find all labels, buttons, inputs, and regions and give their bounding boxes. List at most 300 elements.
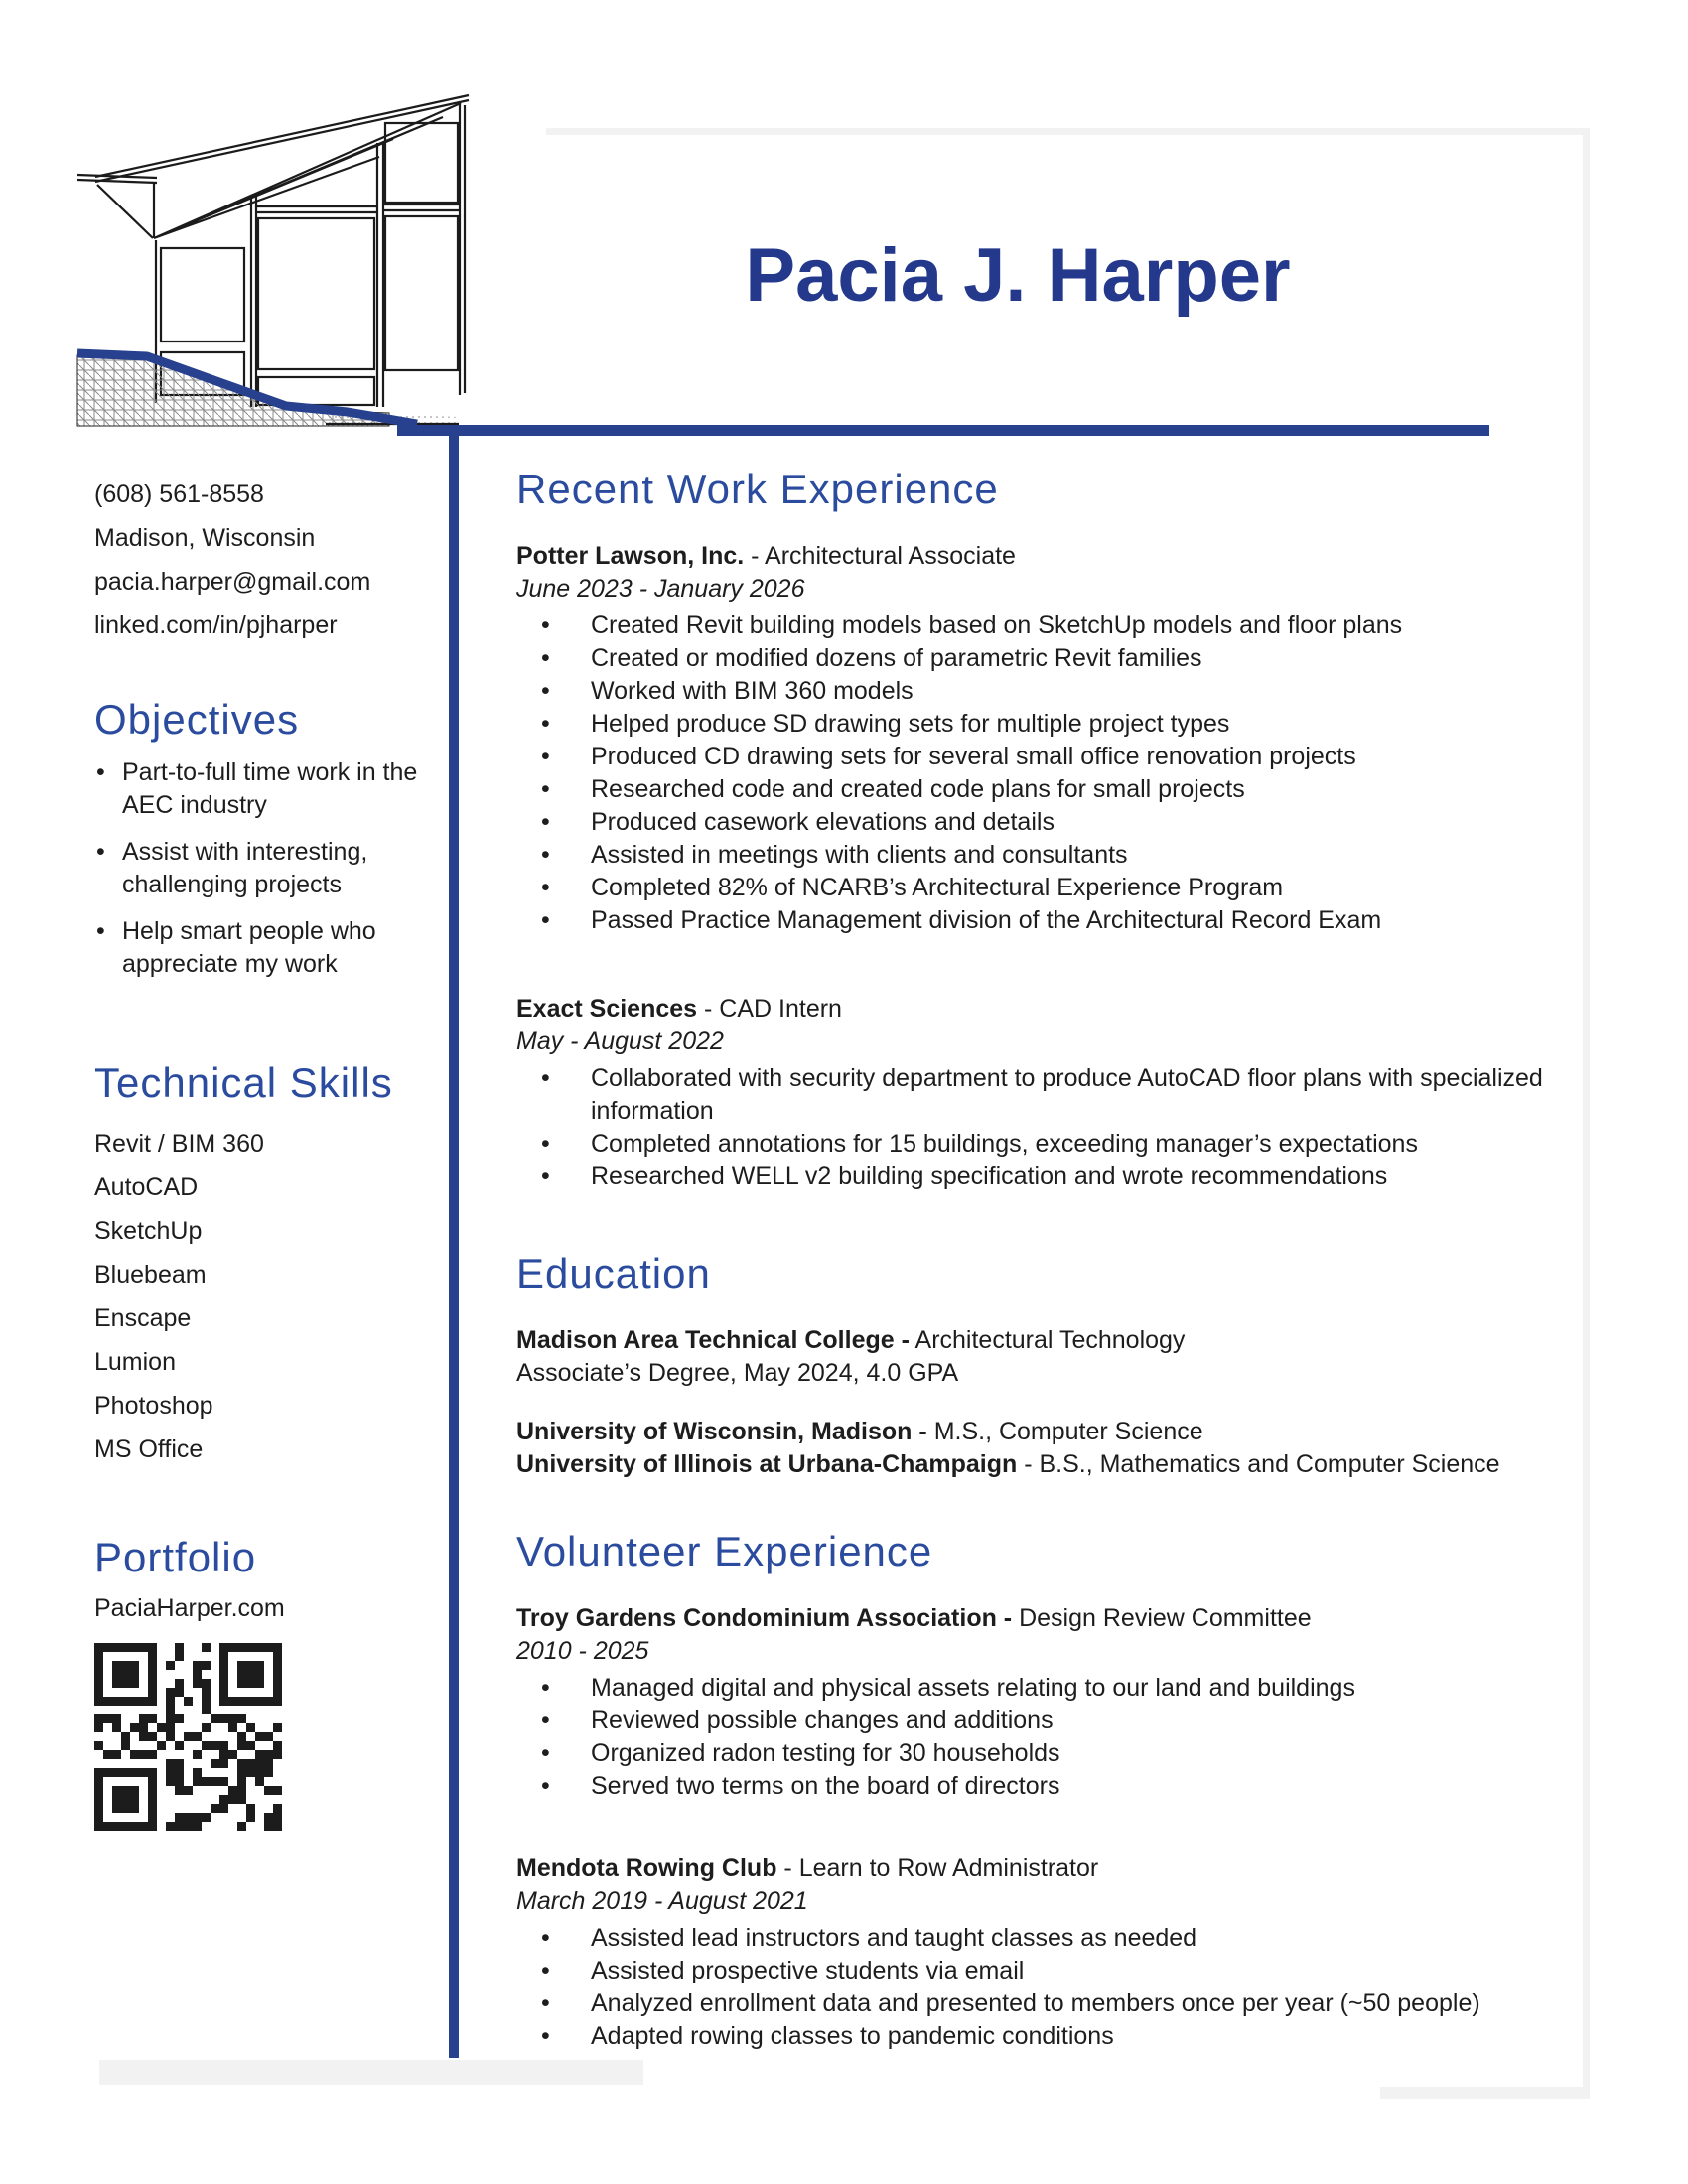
qr-module bbox=[94, 1804, 103, 1813]
qr-module bbox=[264, 1777, 273, 1786]
qr-module bbox=[237, 1750, 246, 1759]
qr-module bbox=[219, 1652, 228, 1661]
qr-module bbox=[264, 1679, 273, 1688]
qr-module bbox=[175, 1643, 184, 1652]
qr-module bbox=[202, 1661, 211, 1670]
qr-module bbox=[157, 1643, 166, 1652]
qr-module bbox=[264, 1706, 273, 1714]
qr-module bbox=[157, 1697, 166, 1706]
qr-module bbox=[219, 1768, 228, 1777]
qr-module bbox=[175, 1750, 184, 1759]
qr-module bbox=[94, 1679, 103, 1688]
qr-module bbox=[130, 1759, 139, 1768]
job-potter-lawson bbox=[516, 540, 1554, 937]
header-rule bbox=[397, 425, 1489, 436]
job-bullets bbox=[516, 1922, 1554, 2053]
qr-module bbox=[228, 1670, 237, 1679]
qr-module bbox=[103, 1643, 112, 1652]
qr-module bbox=[211, 1706, 219, 1714]
qr-module bbox=[112, 1813, 121, 1822]
qr-module bbox=[121, 1652, 130, 1661]
qr-module bbox=[193, 1697, 202, 1706]
qr-module bbox=[193, 1714, 202, 1723]
qr-module bbox=[219, 1813, 228, 1822]
column-divider bbox=[449, 434, 459, 2058]
qr-module bbox=[157, 1679, 166, 1688]
qr-module bbox=[148, 1643, 157, 1652]
qr-module bbox=[157, 1804, 166, 1813]
qr-module bbox=[121, 1679, 130, 1688]
qr-module bbox=[255, 1822, 264, 1831]
qr-module bbox=[121, 1670, 130, 1679]
qr-module bbox=[273, 1670, 282, 1679]
qr-module bbox=[175, 1652, 184, 1661]
qr-module bbox=[112, 1795, 121, 1804]
bullet: • Passed Practice Management division of the Architectural Record Exam bbox=[516, 904, 1554, 937]
qr-module bbox=[112, 1741, 121, 1750]
qr-module bbox=[211, 1750, 219, 1759]
bullet: • Produced casework elevations and details bbox=[516, 806, 1554, 839]
qr-module bbox=[157, 1822, 166, 1831]
qr-module bbox=[94, 1768, 103, 1777]
qr-module bbox=[175, 1813, 184, 1822]
skills-heading: Technical Skills bbox=[94, 1059, 393, 1106]
qr-module bbox=[103, 1679, 112, 1688]
qr-module bbox=[103, 1804, 112, 1813]
qr-module bbox=[228, 1661, 237, 1670]
qr-module bbox=[228, 1750, 237, 1759]
qr-module bbox=[121, 1697, 130, 1706]
qr-module bbox=[166, 1723, 175, 1732]
qr-module bbox=[130, 1688, 139, 1697]
qr-module bbox=[166, 1786, 175, 1795]
location: Madison, Wisconsin bbox=[94, 524, 316, 552]
qr-module bbox=[202, 1777, 211, 1786]
qr-module bbox=[255, 1679, 264, 1688]
qr-module bbox=[148, 1688, 157, 1697]
qr-module bbox=[228, 1679, 237, 1688]
qr-module bbox=[112, 1670, 121, 1679]
qr-module bbox=[157, 1652, 166, 1661]
qr-module bbox=[246, 1643, 255, 1652]
qr-module bbox=[228, 1714, 237, 1723]
qr-module bbox=[139, 1795, 148, 1804]
bullet: • Adapted rowing classes to pandemic conditions bbox=[516, 2020, 1554, 2053]
qr-module bbox=[264, 1750, 273, 1759]
bullet: • Reviewed possible changes and additions bbox=[516, 1705, 1554, 1737]
qr-module bbox=[175, 1697, 184, 1706]
qr-module bbox=[184, 1732, 193, 1741]
qr-module bbox=[130, 1643, 139, 1652]
qr-module bbox=[202, 1795, 211, 1804]
bullet: • Created Revit building models based on SketchUp models and floor plans bbox=[516, 610, 1554, 642]
qr-module bbox=[166, 1679, 175, 1688]
qr-module bbox=[148, 1768, 157, 1777]
qr-module bbox=[211, 1813, 219, 1822]
qr-module bbox=[255, 1732, 264, 1741]
qr-module bbox=[237, 1732, 246, 1741]
qr-module bbox=[103, 1661, 112, 1670]
qr-module bbox=[148, 1795, 157, 1804]
qr-module bbox=[157, 1741, 166, 1750]
qr-module bbox=[246, 1688, 255, 1697]
qr-module bbox=[237, 1813, 246, 1822]
qr-module bbox=[103, 1652, 112, 1661]
qr-module bbox=[264, 1723, 273, 1732]
qr-module bbox=[202, 1679, 211, 1688]
qr-module bbox=[157, 1750, 166, 1759]
qr-module bbox=[202, 1741, 211, 1750]
qr-module bbox=[237, 1795, 246, 1804]
qr-module bbox=[237, 1652, 246, 1661]
qr-module bbox=[94, 1706, 103, 1714]
qr-module bbox=[103, 1688, 112, 1697]
qr-module bbox=[130, 1750, 139, 1759]
qr-module bbox=[175, 1670, 184, 1679]
qr-module bbox=[130, 1786, 139, 1795]
qr-module bbox=[237, 1670, 246, 1679]
qr-module bbox=[184, 1813, 193, 1822]
qr-module bbox=[148, 1670, 157, 1679]
qr-module bbox=[184, 1741, 193, 1750]
qr-module bbox=[193, 1759, 202, 1768]
qr-module bbox=[121, 1768, 130, 1777]
qr-module bbox=[148, 1813, 157, 1822]
qr-module bbox=[175, 1723, 184, 1732]
qr-module bbox=[255, 1688, 264, 1697]
qr-module bbox=[237, 1714, 246, 1723]
qr-module bbox=[219, 1795, 228, 1804]
qr-module bbox=[148, 1652, 157, 1661]
qr-module bbox=[246, 1804, 255, 1813]
qr-module bbox=[166, 1822, 175, 1831]
qr-module bbox=[157, 1661, 166, 1670]
qr-module bbox=[211, 1714, 219, 1723]
qr-module bbox=[175, 1768, 184, 1777]
qr-module bbox=[130, 1777, 139, 1786]
qr-module bbox=[246, 1759, 255, 1768]
qr-module bbox=[273, 1759, 282, 1768]
bullet: • Assisted in meetings with clients and consultants bbox=[516, 839, 1554, 872]
phone: (608) 561-8558 bbox=[94, 480, 264, 508]
qr-module bbox=[121, 1688, 130, 1697]
qr-module bbox=[264, 1768, 273, 1777]
qr-module bbox=[255, 1768, 264, 1777]
qr-module bbox=[211, 1741, 219, 1750]
degree-detail: Architectural Technology bbox=[914, 1326, 1186, 1354]
qr-module bbox=[202, 1706, 211, 1714]
qr-module bbox=[202, 1688, 211, 1697]
qr-module bbox=[94, 1732, 103, 1741]
qr-module bbox=[94, 1661, 103, 1670]
qr-module bbox=[202, 1786, 211, 1795]
job-header bbox=[516, 993, 1554, 1025]
qr-module bbox=[219, 1714, 228, 1723]
qr-module bbox=[255, 1795, 264, 1804]
qr-module bbox=[193, 1822, 202, 1831]
qr-module bbox=[246, 1786, 255, 1795]
qr-module bbox=[193, 1679, 202, 1688]
skills-list bbox=[94, 1122, 442, 1471]
qr-module bbox=[202, 1714, 211, 1723]
qr-module bbox=[184, 1795, 193, 1804]
qr-module bbox=[193, 1813, 202, 1822]
qr-module bbox=[264, 1822, 273, 1831]
job-dates: June 2023 - January 2026 bbox=[516, 575, 805, 603]
qr-module bbox=[255, 1643, 264, 1652]
qr-module bbox=[148, 1714, 157, 1723]
qr-module bbox=[139, 1759, 148, 1768]
qr-module bbox=[193, 1786, 202, 1795]
qr-module bbox=[139, 1688, 148, 1697]
qr-module bbox=[193, 1741, 202, 1750]
qr-module bbox=[246, 1706, 255, 1714]
portfolio-url: PaciaHarper.com bbox=[94, 1594, 285, 1622]
qr-module bbox=[130, 1723, 139, 1732]
qr-module bbox=[157, 1723, 166, 1732]
spacer bbox=[516, 1390, 1554, 1416]
qr-module bbox=[211, 1723, 219, 1732]
qr-module bbox=[246, 1714, 255, 1723]
qr-module bbox=[148, 1661, 157, 1670]
qr-module bbox=[166, 1670, 175, 1679]
qr-module bbox=[94, 1777, 103, 1786]
school-line bbox=[516, 1324, 1554, 1357]
qr-module bbox=[175, 1661, 184, 1670]
education-entry bbox=[516, 1416, 1554, 1448]
qr-module bbox=[237, 1697, 246, 1706]
job-bullets bbox=[516, 1062, 1554, 1193]
bullet: • Analyzed enrollment data and presented to members once per year (~50 people) bbox=[516, 1987, 1554, 2020]
qr-module bbox=[219, 1679, 228, 1688]
qr-module bbox=[121, 1777, 130, 1786]
education-entry bbox=[516, 1448, 1554, 1481]
qr-module bbox=[130, 1679, 139, 1688]
qr-module bbox=[94, 1643, 103, 1652]
school-name: University of Illinois at Urbana-Champaign bbox=[516, 1450, 1018, 1478]
qr-module bbox=[139, 1732, 148, 1741]
qr-module bbox=[273, 1714, 282, 1723]
qr-module bbox=[103, 1706, 112, 1714]
qr-module bbox=[166, 1706, 175, 1714]
bullet: • Researched WELL v2 building specification and wrote recommendations bbox=[516, 1160, 1554, 1193]
qr-module bbox=[246, 1822, 255, 1831]
qr-module bbox=[130, 1732, 139, 1741]
qr-module bbox=[237, 1661, 246, 1670]
qr-module bbox=[246, 1679, 255, 1688]
qr-module bbox=[157, 1795, 166, 1804]
qr-module bbox=[166, 1643, 175, 1652]
qr-module bbox=[130, 1652, 139, 1661]
qr-module bbox=[246, 1813, 255, 1822]
qr-module bbox=[219, 1741, 228, 1750]
qr-module bbox=[237, 1679, 246, 1688]
qr-module bbox=[237, 1741, 246, 1750]
qr-module bbox=[139, 1706, 148, 1714]
qr-module bbox=[237, 1768, 246, 1777]
bullet: • Completed annotations for 15 buildings, exceeding manager’s expectations bbox=[516, 1128, 1554, 1160]
page-edge-top bbox=[546, 128, 1590, 135]
qr-module bbox=[246, 1777, 255, 1786]
qr-module bbox=[103, 1732, 112, 1741]
job-bullets bbox=[516, 610, 1554, 937]
qr-module bbox=[121, 1732, 130, 1741]
bullet: • Worked with BIM 360 models bbox=[516, 675, 1554, 708]
qr-module bbox=[237, 1822, 246, 1831]
qr-module bbox=[175, 1822, 184, 1831]
qr-module bbox=[211, 1786, 219, 1795]
qr-module bbox=[273, 1822, 282, 1831]
qr-module bbox=[246, 1750, 255, 1759]
job-dates: May - August 2022 bbox=[516, 1027, 724, 1055]
qr-module bbox=[264, 1741, 273, 1750]
qr-module bbox=[112, 1786, 121, 1795]
qr-module bbox=[228, 1697, 237, 1706]
qr-module bbox=[94, 1822, 103, 1831]
qr-module bbox=[273, 1804, 282, 1813]
qr-module bbox=[255, 1804, 264, 1813]
qr-module bbox=[148, 1741, 157, 1750]
qr-module bbox=[193, 1723, 202, 1732]
qr-module bbox=[175, 1741, 184, 1750]
qr-module bbox=[121, 1786, 130, 1795]
bullet: • Produced CD drawing sets for several small office renovation projects bbox=[516, 741, 1554, 773]
qr-module bbox=[246, 1741, 255, 1750]
qr-module bbox=[94, 1741, 103, 1750]
linkedin-url: linked.com/in/pjharper bbox=[94, 612, 338, 639]
qr-module bbox=[255, 1714, 264, 1723]
qr-module bbox=[246, 1723, 255, 1732]
qr-module bbox=[202, 1670, 211, 1679]
school-name: Madison Area Technical College - bbox=[516, 1326, 910, 1354]
qr-module bbox=[264, 1697, 273, 1706]
qr-module bbox=[148, 1777, 157, 1786]
qr-module bbox=[121, 1750, 130, 1759]
qr-module bbox=[103, 1786, 112, 1795]
qr-module bbox=[94, 1714, 103, 1723]
qr-module bbox=[202, 1652, 211, 1661]
qr-module bbox=[103, 1822, 112, 1831]
qr-module bbox=[121, 1813, 130, 1822]
qr-module bbox=[112, 1723, 121, 1732]
qr-module bbox=[193, 1670, 202, 1679]
job-bullets bbox=[516, 1672, 1554, 1803]
qr-module bbox=[264, 1795, 273, 1804]
qr-module bbox=[184, 1759, 193, 1768]
qr-module bbox=[112, 1652, 121, 1661]
qr-module bbox=[273, 1652, 282, 1661]
qr-module bbox=[228, 1706, 237, 1714]
qr-module bbox=[148, 1750, 157, 1759]
qr-module bbox=[166, 1813, 175, 1822]
education-heading: Education bbox=[516, 1250, 711, 1297]
qr-module bbox=[193, 1795, 202, 1804]
qr-module bbox=[112, 1750, 121, 1759]
qr-module bbox=[237, 1643, 246, 1652]
qr-module bbox=[219, 1786, 228, 1795]
qr-module bbox=[193, 1652, 202, 1661]
qr-module bbox=[273, 1679, 282, 1688]
skill-item: Enscape bbox=[94, 1304, 192, 1332]
qr-module bbox=[255, 1786, 264, 1795]
qr-module bbox=[103, 1670, 112, 1679]
qr-module bbox=[157, 1688, 166, 1697]
qr-module bbox=[166, 1750, 175, 1759]
qr-module bbox=[193, 1732, 202, 1741]
qr-module bbox=[94, 1697, 103, 1706]
qr-module bbox=[112, 1714, 121, 1723]
qr-module bbox=[255, 1706, 264, 1714]
qr-module bbox=[211, 1670, 219, 1679]
qr-module bbox=[148, 1804, 157, 1813]
qr-module bbox=[175, 1732, 184, 1741]
qr-module bbox=[202, 1759, 211, 1768]
qr-module bbox=[130, 1822, 139, 1831]
qr-module bbox=[219, 1661, 228, 1670]
qr-module bbox=[255, 1759, 264, 1768]
company-name: Exact Sciences bbox=[516, 995, 698, 1023]
qr-module bbox=[166, 1777, 175, 1786]
qr-module bbox=[94, 1813, 103, 1822]
qr-module bbox=[139, 1813, 148, 1822]
qr-module bbox=[175, 1714, 184, 1723]
qr-module bbox=[94, 1795, 103, 1804]
qr-module bbox=[273, 1688, 282, 1697]
qr-module bbox=[121, 1706, 130, 1714]
qr-module bbox=[112, 1804, 121, 1813]
qr-module bbox=[148, 1706, 157, 1714]
qr-module bbox=[193, 1688, 202, 1697]
qr-module bbox=[202, 1804, 211, 1813]
qr-module bbox=[139, 1822, 148, 1831]
qr-module bbox=[219, 1697, 228, 1706]
qr-module bbox=[112, 1768, 121, 1777]
qr-module bbox=[166, 1768, 175, 1777]
qr-module bbox=[139, 1643, 148, 1652]
qr-module bbox=[264, 1661, 273, 1670]
job-exact-sciences bbox=[516, 993, 1554, 1193]
qr-module bbox=[157, 1759, 166, 1768]
qr-module bbox=[157, 1670, 166, 1679]
qr-module bbox=[94, 1750, 103, 1759]
qr-module bbox=[184, 1750, 193, 1759]
volunteer-mendota-rowing bbox=[516, 1852, 1554, 2053]
qr-module bbox=[139, 1714, 148, 1723]
qr-module bbox=[246, 1670, 255, 1679]
qr-module bbox=[112, 1679, 121, 1688]
qr-module bbox=[157, 1706, 166, 1714]
qr-module bbox=[184, 1768, 193, 1777]
job-header bbox=[516, 1852, 1554, 1885]
qr-module bbox=[237, 1777, 246, 1786]
qr-module bbox=[103, 1714, 112, 1723]
qr-module bbox=[273, 1786, 282, 1795]
qr-module bbox=[219, 1759, 228, 1768]
qr-module bbox=[121, 1661, 130, 1670]
bullet: • Created or modified dozens of parametric Revit families bbox=[516, 642, 1554, 675]
qr-module bbox=[130, 1670, 139, 1679]
qr-module bbox=[193, 1706, 202, 1714]
qr-module bbox=[246, 1697, 255, 1706]
qr-module bbox=[148, 1732, 157, 1741]
qr-module bbox=[139, 1652, 148, 1661]
main-content bbox=[516, 465, 1554, 2109]
qr-module bbox=[264, 1652, 273, 1661]
qr-module bbox=[264, 1732, 273, 1741]
qr-module bbox=[255, 1723, 264, 1732]
qr-module bbox=[184, 1652, 193, 1661]
qr-module bbox=[166, 1804, 175, 1813]
